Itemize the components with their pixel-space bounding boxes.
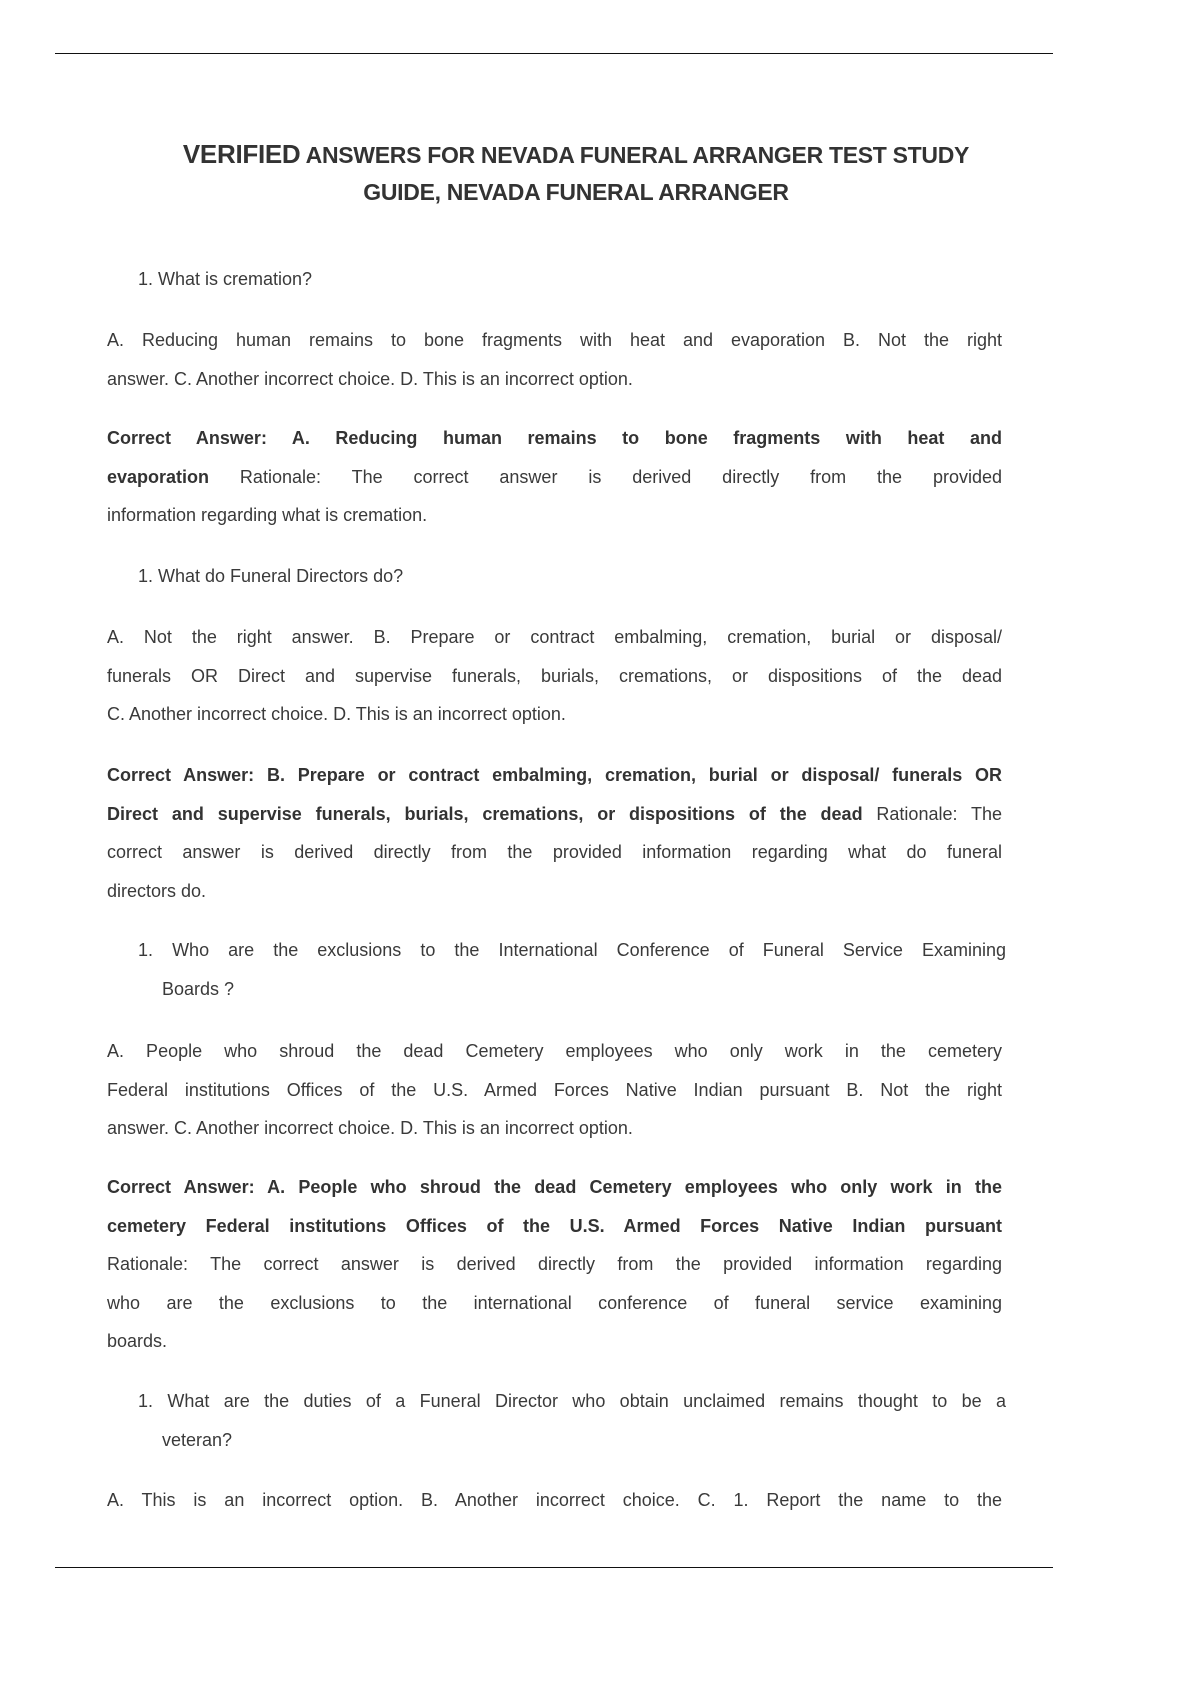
regular-text: Rationale: The correct answer is derived directly from the provided [209,466,1002,487]
bold-text: Direct and supervise funerals, burials, cremations, or dispositions of the dead [107,803,863,824]
text-line [107,496,1002,535]
bold-text: evaporation [107,466,210,487]
regular-text: Rationale: The correct answer is derived directly from the provided information regarding [107,1254,1002,1274]
bold-text: Correct Answer: A. People who shroud the dead Cemetery employees who only work in the [107,1177,1002,1197]
regular-text: who are the exclusions to the international conference of funeral service examining [107,1292,1002,1313]
options-paragraph [107,618,1002,734]
bold-text: Correct Answer: B. Prepare or contract embalming, cremation, burial or disposal/ funerals OR [107,765,1002,785]
question-item [138,931,1006,1008]
options-paragraph [107,321,1002,398]
text-line [107,618,1002,657]
regular-text: 1. Who are the exclusions to the International Conference of Funeral Service Examining [138,940,1006,960]
text-line [107,795,1002,834]
regular-text: Boards ? [162,978,235,999]
text-line [138,970,1006,1009]
text-line [107,756,1002,795]
text-line [107,1481,1002,1520]
question-item [138,260,1006,299]
regular-text: C. Another incorrect choice. D. This is an incorrect option. [107,704,566,724]
regular-text: answer. C. Another incorrect choice. D. This is an incorrect option. [107,368,633,389]
options-paragraph [107,1032,1002,1148]
regular-text: answer. C. Another incorrect choice. D. This is an incorrect option. [107,1118,633,1138]
question-item [138,557,1006,596]
regular-text: directors do. [107,880,207,901]
text-line [107,1032,1002,1071]
text-line [107,321,1002,360]
regular-text: veteran? [162,1429,233,1450]
text-line [138,931,1006,970]
text-line [107,1284,1002,1323]
bold-text: Correct Answer: A. Reducing human remains to bone fragments with heat and [107,428,1002,448]
regular-text: A. People who shroud the dead Cemetery employees who only work in the cemetery [107,1041,1002,1061]
text-line [107,419,1002,458]
text-line [138,1421,1006,1460]
regular-text: A. This is an incorrect option. B. Another incorrect choice. C. 1. Report the name to the [107,1490,1002,1510]
text-line [107,1168,1002,1207]
text-line [107,657,1002,696]
regular-text: Rationale: The [862,803,1003,824]
regular-text: 1. What is cremation? [138,269,313,289]
correct-answer-paragraph [107,756,1002,910]
text-line [107,872,1002,911]
regular-text: correct answer is derived directly from the provided information regarding what do funeral [107,842,1002,862]
footer-rule [55,1567,1053,1568]
regular-text: 1. What are the duties of a Funeral Director who obtain unclaimed remains thought to be a [138,1391,1006,1411]
text-line [107,1109,1002,1148]
bold-text: cemetery Federal institutions Offices of the U.S. Armed Forces Native Indian pursuant [107,1215,1002,1236]
text-line [138,260,1006,299]
title-first-word: VERIFIED [182,139,301,169]
regular-text: A. Not the right answer. B. Prepare or contract embalming, cremation, burial or disposal/ [107,627,1002,647]
regular-text: Federal institutions Offices of the U.S. Armed Forces Native Indian pursuant B. Not the right [107,1079,1002,1100]
correct-answer-paragraph [107,419,1002,535]
title-line-1: ANSWERS FOR NEVADA FUNERAL ARRANGER TEST STUDY [300,142,970,168]
text-line [138,1382,1006,1421]
text-line [138,557,1006,596]
question-item [138,1382,1006,1459]
text-line [107,1207,1002,1246]
regular-text: information regarding what is cremation. [107,505,428,525]
text-line [107,360,1002,399]
regular-text: boards. [107,1331,168,1351]
document-title [100,136,1052,211]
text-line [107,833,1002,872]
options-paragraph [107,1481,1002,1520]
text-line [107,1245,1002,1284]
regular-text: 1. What do Funeral Directors do? [138,566,404,586]
header-rule [55,53,1053,54]
text-line [107,458,1002,497]
regular-text: funerals OR Direct and supervise funerals, burials, cremations, or dispositions of the dead [107,665,1002,686]
text-line [107,1071,1002,1110]
text-line [107,1322,1002,1361]
correct-answer-paragraph [107,1168,1002,1361]
regular-text: A. Reducing human remains to bone fragments with heat and evaporation B. Not the right [107,330,1002,350]
title-line-2: GUIDE, NEVADA FUNERAL ARRANGER [363,179,789,205]
text-line [107,695,1002,734]
